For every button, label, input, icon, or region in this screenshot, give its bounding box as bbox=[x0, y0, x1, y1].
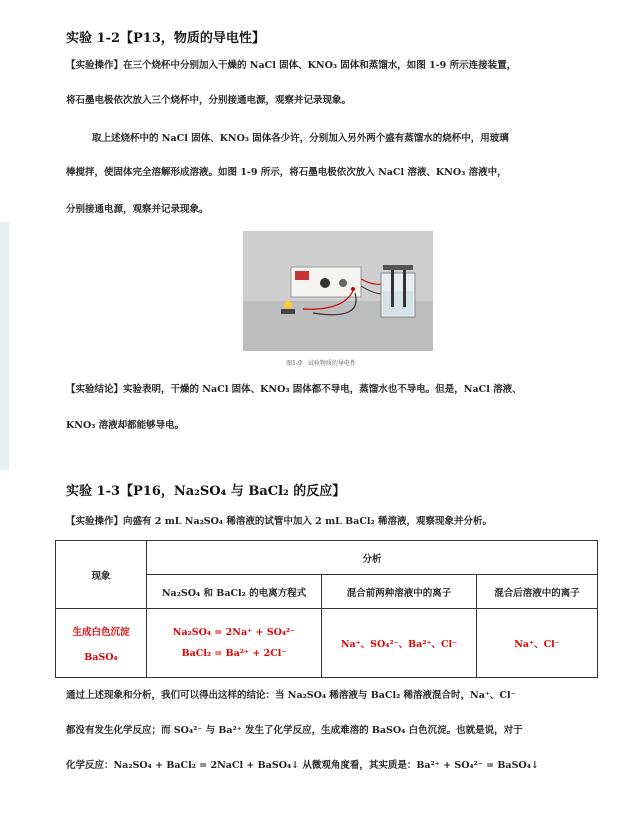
exp2-conclusion-line3: 化学反应：Na₂SO₄ + BaCl₂ = 2NaCl + BaSO₄↓ 从微观角度看，其实质是：Ba²⁺ + SO₄²⁻ = BaSO₄↓ bbox=[66, 760, 539, 771]
exp2-conclusion-line1: 通过上述现象和分析，我们可以得出这样的结论：当 Na₂SO₄ 稀溶液与 BaCl₂ 稀溶液混合时，Na⁺、Cl⁻ bbox=[66, 690, 516, 701]
equation-bacl2: BaCl₂ = Ba²⁺ + 2Cl⁻ bbox=[181, 648, 287, 659]
col-ions-after: 混合后溶液中的离子 bbox=[477, 575, 598, 609]
ions-after-cell: Na⁺、Cl⁻ bbox=[477, 609, 598, 678]
header-analysis: 分析 bbox=[147, 541, 598, 575]
exp1-op-line1: 【实验操作】在三个烧杯中分别加入干燥的 NaCl 固体、KNO₃ 固体和蒸馏水，如图 1-9 所示连接装置， bbox=[66, 60, 517, 71]
conductivity-apparatus-photo bbox=[243, 231, 433, 351]
phenomenon-line2: BaSO₄ bbox=[84, 651, 118, 663]
side-strip bbox=[0, 222, 9, 470]
exp2-op-line: 【实验操作】向盛有 2 mL Na₂SO₄ 稀溶液的试管中加入 2 mL BaCl₂ 稀溶液，观察现象并分析。 bbox=[66, 516, 492, 527]
exp1-conclusion-line2: KNO₃ 溶液却都能够导电。 bbox=[66, 420, 185, 431]
figure-caption: 图1-9 试验物质的导电性 bbox=[286, 360, 356, 367]
col-ionization-equation: Na₂SO₄ 和 BaCl₂ 的电离方程式 bbox=[147, 575, 322, 609]
header-phenomenon: 现象 bbox=[56, 541, 147, 609]
exp1-op-line2: 将石墨电极依次放入三个烧杯中，分别接通电源，观察并记录现象。 bbox=[66, 95, 352, 106]
exp1-op2-line3: 分别接通电源，观察并记录现象。 bbox=[66, 204, 209, 215]
phenomenon-cell bbox=[56, 609, 147, 678]
exp1-title: 实验 1-2【P13，物质的导电性】 bbox=[66, 31, 265, 46]
equation-na2so4: Na₂SO₄ = 2Na⁺ + SO₄²⁻ bbox=[172, 627, 296, 638]
ions-before-cell: Na⁺、SO₄²⁻、Ba²⁺、Cl⁻ bbox=[322, 609, 477, 678]
exp2-title: 实验 1-3【P16，Na₂SO₄ 与 BaCl₂ 的反应】 bbox=[66, 484, 346, 499]
phenomenon-line1: 生成白色沉淀 bbox=[72, 626, 130, 638]
equations-cell bbox=[147, 609, 322, 678]
analysis-table bbox=[55, 540, 598, 678]
exp1-op2-line2: 棒搅拌，使固体完全溶解形成溶液。如图 1-9 所示，将石墨电极依次放入 NaCl 溶液、KNO₃ 溶液中， bbox=[66, 167, 507, 178]
col-ions-before: 混合前两种溶液中的离子 bbox=[322, 575, 477, 609]
exp1-conclusion-line1: 【实验结论】实验表明，干燥的 NaCl 固体、KNO₃ 固体都不导电，蒸馏水也不导电。但是，NaCl 溶液、 bbox=[66, 384, 522, 395]
exp1-op2-line1: 取上述烧杯中的 NaCl 固体、KNO₃ 固体各少许，分别加入另外两个盛有蒸馏水的烧杯中，用玻璃 bbox=[92, 133, 509, 144]
exp2-conclusion-line2: 都没有发生化学反应；而 SO₄²⁻ 与 Ba²⁺ 发生了化学反应，生成难溶的 BaSO₄ 白色沉淀。也就是说，对于 bbox=[66, 725, 523, 736]
